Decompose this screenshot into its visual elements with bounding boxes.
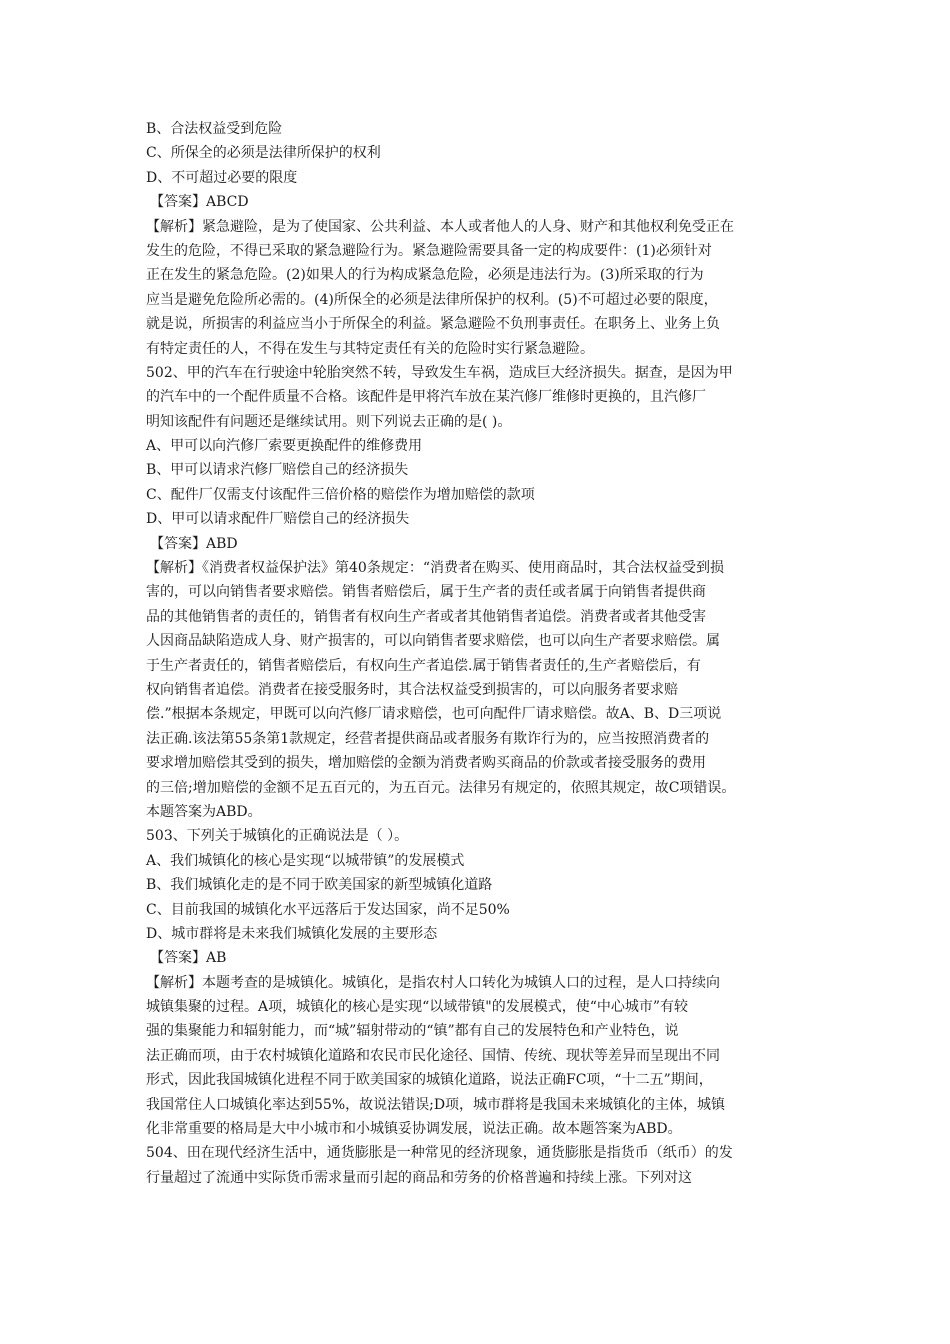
analysis-line: 的三倍;增加赔偿的金额不足五百元的，为五百元。法律另有规定的，依照其规定，故C项错误。	[146, 779, 736, 796]
analysis-line: 本题答案为ABD。	[146, 803, 262, 820]
option-line: A、我们城镇化的核心是实现“以城带镇”的发展模式	[146, 852, 465, 869]
question-line: 503、下列关于城镇化的正确说法是（ ）。	[146, 828, 409, 845]
option-line: C、目前我国的城镇化水平远落后于发达国家，尚不足50%	[146, 901, 510, 918]
analysis-line: 我国常住人口城镇化率达到55%，故说法错误;D项，城市群将是我国未来城镇化的主体，城镇	[146, 1096, 726, 1113]
analysis-line: 要求增加赔偿其受到的损失，增加赔偿的金额为消费者购买商品的价款或者接受服务的费用	[146, 755, 706, 772]
analysis-line: 法正确.该法第55条第1款规定，经营者提供商品或者服务有欺诈行为的，应当按照消费者的	[146, 730, 710, 747]
analysis-line: 应当是避免危险所必需的。(4)所保全的必须是法律所保护的权利。(5)不可超过必要的限度，	[146, 291, 718, 308]
answer-line: 【答案】ABCD	[150, 194, 249, 211]
option-line: D、甲可以请求配件厂赔偿自己的经济损失	[146, 511, 410, 528]
answer-line: 【答案】ABD	[150, 535, 238, 552]
analysis-line: 发生的危险，不得已采取的紧急避险行为。紧急避险需要具备一定的构成要件：(1)必须针对	[146, 242, 712, 259]
document-page	[146, 117, 816, 1190]
question-line: 502、甲的汽车在行驶途中轮胎突然不转，导致发生车祸，造成巨大经济损失。据查，是因为甲	[146, 364, 733, 381]
analysis-line: 人因商品缺陷造成人身、财产损害的，可以向销售者要求赔偿，也可以向生产者要求赔偿。属	[146, 633, 720, 650]
option-line: C、所保全的必须是法律所保护的权利	[146, 145, 381, 162]
question-line: 504、田在现代经济生活中，通货膨胀是一种常见的经济现象，通货膨胀是指货币（纸币）的发	[146, 1145, 733, 1162]
option-line: D、城市群将是未来我们城镇化发展的主要形态	[146, 925, 438, 942]
question-line: 行量超过了流通中实际货币需求量而引起的商品和劳务的价格普遍和持续上涨。下列对这	[146, 1169, 692, 1186]
option-line: D、不可超过必要的限度	[146, 169, 298, 186]
option-line: B、我们城镇化走的是不同于欧美国家的新型城镇化道路	[146, 877, 493, 894]
analysis-line: 【解析】《消费者权益保护法》第40条规定：“消费者在购买、使用商品时，其合法权益受到损	[146, 560, 724, 577]
analysis-line: 强的集聚能力和辐射能力，而“城”辐射带动的“镇”都有自己的发展特色和产业特色，说	[146, 1023, 679, 1040]
analysis-line: 权向销售者追偿。消费者在接受服务时，其合法权益受到损害的，可以向服务者要求赔	[146, 681, 678, 698]
analysis-line: 就是说，所损害的利益应当小于所保全的利益。紧急避险不负刑事责任。在职务上、业务上负	[146, 316, 720, 333]
analysis-line: 【解析】本题考查的是城镇化。城镇化，是指农村人口转化为城镇人口的过程，是人口持续向	[146, 974, 720, 991]
analysis-line: 偿.”根据本条规定，甲既可以向汽修厂请求赔偿，也可向配件厂请求赔偿。故A、B、D三项说	[146, 706, 722, 723]
analysis-line: 城镇集聚的过程。A项，城镇化的核心是实现“以域带镇"的发展模式，使“中心城市”有较	[146, 999, 689, 1016]
option-line: C、配件厂仅需支付该配件三倍价格的赔偿作为增加赔偿的款项	[146, 486, 535, 503]
option-line: B、合法权益受到危险	[146, 121, 283, 137]
analysis-line: 形式，因此我国城镇化进程不同于欧美国家的城镇化道路，说法正确FC项，“十二五”期间，	[146, 1072, 713, 1089]
analysis-line: 有特定责任的人，不得在发生与其特定责任有关的危险时实行紧急避险。	[146, 340, 594, 357]
analysis-line: 【解析】紧急避险，是为了使国家、公共利益、本人或者他人的人身、财产和其他权利免受正在	[146, 218, 734, 235]
analysis-line: 害的，可以向销售者要求赔偿。销售者赔偿后，属于生产者的责任或者属于向销售者提供商	[146, 584, 706, 601]
option-line: B、甲可以请求汽修厂赔偿自己的经济损失	[146, 462, 409, 479]
question-line: 明知该配件有问题还是继续试用。则下列说去正确的是( )。	[146, 413, 512, 430]
analysis-line: 正在发生的紧急危险。(2)如果人的行为构成紧急危险，必须是违法行为。(3)所采取的行为	[146, 267, 704, 284]
analysis-line: 法正确而项，由于农村城镇化道路和农民市民化途径、国情、传统、现状等差异而呈现出不同	[146, 1047, 720, 1064]
answer-line: 【答案】AB	[150, 950, 227, 967]
question-line: 的汽车中的一个配件质量不合格。该配件是甲将汽车放在某汽修厂维修时更换的，且汽修厂	[146, 389, 706, 406]
analysis-line: 于生产者责任的，销售者赔偿后，有权向生产者追偿.属于销售者责任的,生产者赔偿后，有	[146, 657, 701, 674]
analysis-line: 化非常重要的格局是大中小城市和小城镇妥协调发展，说法正确。故本题答案为ABD。	[146, 1121, 682, 1138]
analysis-line: 品的其他销售者的责任的，销售者有权向生产者或者其他销售者追偿。消费者或者其他受害	[146, 608, 706, 625]
option-line: A、甲可以向汽修厂索要更换配件的维修费用	[146, 438, 423, 455]
